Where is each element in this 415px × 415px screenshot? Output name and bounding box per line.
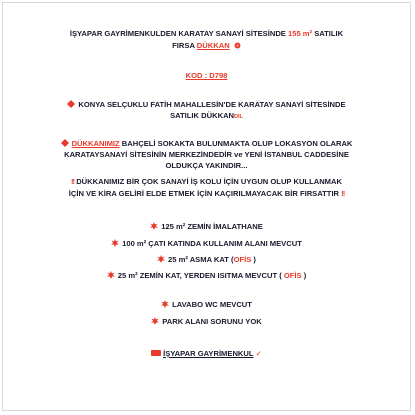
check-icon: ✓ (255, 349, 262, 358)
title-part-1: İŞYAPAR GAYRİMENKULDEN KARATAY SANAYİ SİTESİNDE (69, 29, 286, 38)
title-dukkan: DÜKKAN (196, 41, 230, 50)
title-part-2: SATILIK (314, 29, 344, 38)
red-diamond-icon (67, 100, 75, 108)
location-line-2 (3, 111, 410, 122)
double-exclamation-icon: !! (341, 189, 345, 198)
red-burst-icon (107, 271, 115, 279)
red-new-badge-icon (151, 350, 161, 356)
description-text-1: BAHÇELİ SOKAKTA BULUNMAKTA OLUP LOKASYON OLARAK (121, 139, 353, 148)
description-highlight: DÜKKANIMIZ (71, 139, 120, 148)
feature-item: 125 m² ZEMİN İMALATHANE (3, 222, 410, 232)
red-blob-icon (234, 42, 241, 49)
document-page (2, 2, 411, 411)
location-suffix: DIL (234, 114, 243, 120)
red-burst-icon (150, 222, 158, 230)
red-burst-icon (151, 317, 159, 325)
double-exclamation-icon: !! (71, 177, 75, 186)
footer-line (3, 349, 410, 359)
feature-item: PARK ALANI SORUNU YOK (3, 317, 410, 327)
description-line-3: OLDUKÇA YAKINDIR... (165, 161, 248, 170)
feature-item: 100 m² ÇATI KATINDA KULLANIM ALANI MEVCUT (3, 239, 410, 249)
red-diamond-icon (61, 139, 69, 147)
red-burst-icon (157, 255, 165, 263)
feature-item: 25 m² ASMA KAT (OFİS ) (3, 255, 410, 265)
title-line-2 (3, 41, 410, 51)
promo-line-2 (3, 189, 410, 199)
footer-company: İŞYAPAR GAYRİMENKUL (163, 349, 254, 358)
title-part-3: FIRSA (172, 41, 195, 50)
title-line-1 (3, 29, 410, 39)
red-burst-icon (111, 239, 119, 247)
feature-item: 25 m² ZEMİN KAT, YERDEN ISITMA MEVCUT ( OFİS ) (3, 271, 410, 281)
location-line-1 (3, 100, 410, 110)
promo-text-1: DÜKKANIMIZ BİR ÇOK SANAYİ İŞ KOLU İÇİN UYGUN OLUP KULLANMAK (76, 177, 342, 186)
promo-text-2: İÇİN VE KİRA GELİRİ ELDE ETMEK İÇİN KAÇIRILMAYACAK BİR FIRSATTIR (68, 189, 340, 198)
feature-item: LAVABO WC MEVCUT (3, 300, 410, 310)
description-line-1 (3, 139, 410, 149)
location-text-2: SATILIK DÜKKAN (170, 111, 235, 120)
description-line-2: KARATAYSANAYİ SİTESİNİN MERKEZİNDEDİR ve YENİ İSTANBUL CADDESİNE (64, 150, 349, 159)
listing-code: KOD : D798 (185, 71, 228, 80)
location-text-1: KONYA SELÇUKLU FATİH MAHALLESİN'DE KARATAY SANAYİ SİTESİNDE (78, 100, 346, 109)
promo-line-1 (3, 177, 410, 187)
title-area: 155 m² (288, 29, 313, 38)
red-burst-icon (161, 300, 169, 308)
